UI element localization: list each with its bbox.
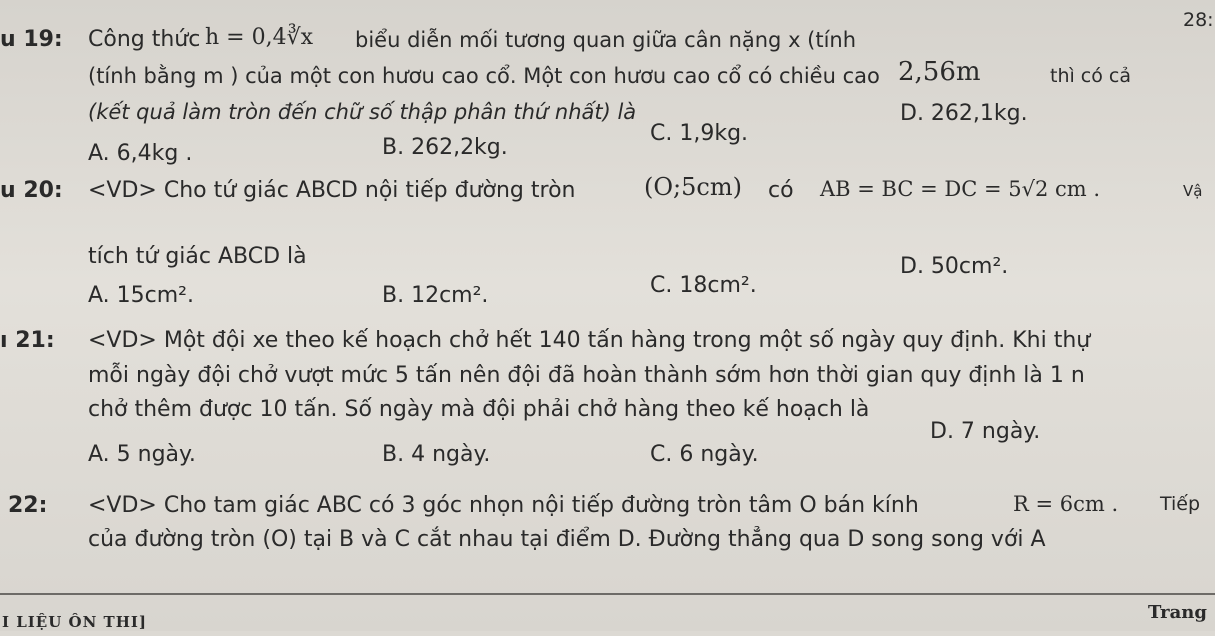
q21-option-b: B. 4 ngày.	[382, 442, 491, 467]
footer-page-label: Trang	[1148, 602, 1207, 623]
q20-text-start: <VD> Cho tứ giác ABCD nội tiếp đường tròn	[88, 178, 576, 203]
q20-circle: (O;5cm)	[644, 173, 742, 201]
q22-text-end: Tiếp	[1160, 493, 1201, 515]
q19-option-b: B. 262,2kg.	[382, 135, 508, 160]
q22-line2: của đường tròn (O) tại B và C cắt nhau tại điểm D. Đường thẳng qua D song song với A	[88, 527, 1046, 552]
q19-text-start: Công thức	[88, 27, 201, 52]
q21-option-c: C. 6 ngày.	[650, 442, 759, 467]
q19-formula: h = 0,4∛x	[205, 25, 314, 50]
q22-number: 22:	[8, 493, 48, 518]
q19-line3: (kết quả làm tròn đến chữ số thập phân thứ nhất) là	[88, 100, 637, 124]
q20-line2: tích tứ giác ABCD là	[88, 244, 307, 269]
q21-option-d: D. 7 ngày.	[930, 419, 1041, 444]
q20-option-d: D. 50cm².	[900, 254, 1009, 279]
q19-text-end: biểu diễn mối tương quan giữa cân nặng x (tính	[355, 28, 857, 52]
q20-number: u 20:	[0, 178, 63, 203]
q19-line2: (tính bằng m ) của một con hươu cao cổ. Một con hươu cao cổ có chiều cao	[88, 64, 880, 88]
footer-left-label: I LIỆU ÔN THI]	[2, 613, 147, 631]
q21-line3: chở thêm được 10 tấn. Số ngày mà đội phải chở hàng theo kế hoạch là	[88, 397, 870, 422]
q21-line2: mỗi ngày đội chở vượt mức 5 tấn nên đội đã hoàn thành sớm hơn thời gian quy định là 1 n	[88, 363, 1085, 388]
q19-option-a: A. 6,4kg .	[88, 141, 193, 166]
q20-text-co: có	[768, 178, 794, 203]
footer-rule	[0, 593, 1215, 595]
q21-option-a: A. 5 ngày.	[88, 442, 196, 467]
q20-tail: Vậ	[1183, 182, 1203, 200]
q20-option-c: C. 18cm².	[650, 273, 757, 298]
q22-radius: R = 6cm .	[1013, 492, 1119, 516]
q19-option-c: C. 1,9kg.	[650, 121, 749, 146]
q20-option-a: A. 15cm².	[88, 283, 194, 308]
page-corner-label: 28:	[1183, 9, 1214, 31]
q20-equality: AB = BC = DC = 5√2 cm .	[820, 177, 1101, 201]
q19-height-value: 2,56m	[898, 57, 981, 87]
q21-number: ı 21:	[0, 328, 55, 353]
q19-line2-tail: thì có cả	[1050, 65, 1132, 87]
q22-text-start: <VD> Cho tam giác ABC có 3 góc nhọn nội tiếp đường tròn tâm O bán kính	[88, 493, 919, 518]
q20-option-b: B. 12cm².	[382, 283, 489, 308]
q21-line1: <VD> Một đội xe theo kế hoạch chở hết 140 tấn hàng trong một số ngày quy định. Khi thự	[88, 328, 1091, 353]
q19-option-d: D. 262,1kg.	[900, 101, 1028, 126]
q19-number: u 19:	[0, 27, 63, 52]
